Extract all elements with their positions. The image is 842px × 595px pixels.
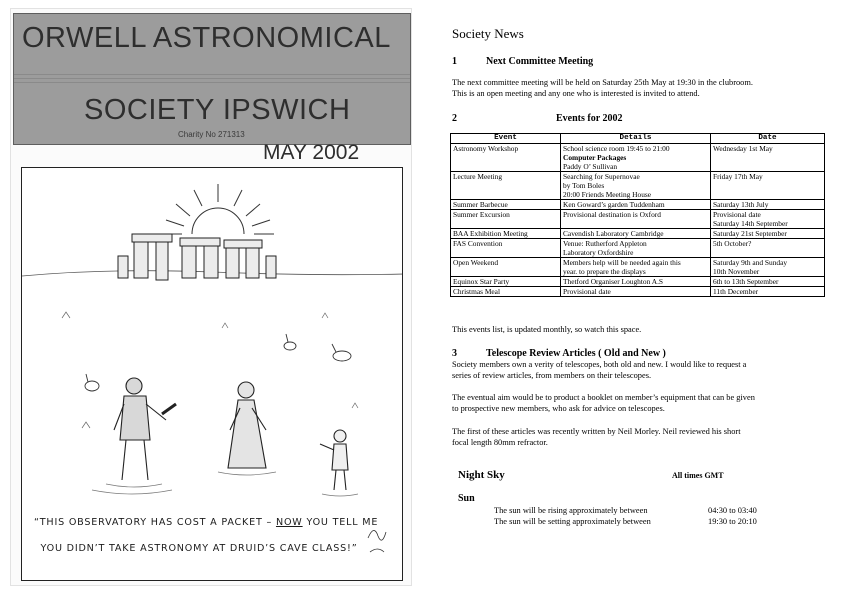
column-header-details: Details: [561, 134, 711, 144]
rabbit-icon: [85, 334, 351, 391]
caveman-figure: [114, 378, 176, 480]
table-row: Astronomy Workshop School science room 19:45 to 21:00 Computer Packages Paddy O’ Sullivan Wednesday 1st May: [451, 144, 825, 172]
news-page: [446, 18, 832, 586]
sun-set-text: The sun will be setting approximately between: [494, 517, 651, 526]
section-1-body: The next committee meeting will be held on Saturday 25th May at 19:30 in the clubroom. This is an open meeting and any one who is interested is invited to attend.: [452, 78, 753, 98]
masthead: [13, 13, 411, 145]
table-row: Summer Barbecue Ken Goward’s garden Tuddenham Saturday 13th July: [451, 200, 825, 210]
sun-icon: [162, 184, 274, 234]
table-row: Summer Excursion Provisional destination is Oxford Provisional date Saturday 14th September: [451, 210, 825, 229]
child-figure: [320, 430, 348, 490]
section-3-paragraph-3: The first of these articles was recently written by Neil Morley. Neil reviewed his short focal length 80mm refractor.: [452, 427, 741, 447]
events-note: This events list, is updated monthly, so watch this space.: [452, 325, 642, 334]
cartoon-illustration: [21, 167, 403, 581]
table-row: Lecture Meeting Searching for Supernovae by Tom Boles 20:00 Friends Meeting House Friday 17th May: [451, 172, 825, 200]
table-row: Open Weekend Members help will be needed again this year. to prepare the displays Saturday 9th and Sunday 10th November: [451, 258, 825, 277]
sun-heading: Sun: [458, 493, 475, 504]
section-2-heading: Events for 2002: [556, 113, 623, 124]
masthead-title-line2: SOCIETY IPSWICH: [84, 94, 351, 126]
section-2-number: 2: [452, 113, 457, 124]
signature-icon: [368, 530, 386, 552]
section-3-heading: Telescope Review Articles ( Old and New ): [486, 348, 666, 359]
table-row: BAA Exhibition Meeting Cavendish Laboratory Cambridge Saturday 21st September: [451, 229, 825, 239]
night-sky-times-note: All times GMT: [672, 471, 724, 480]
masthead-title-line1: ORWELL ASTRONOMICAL: [22, 22, 391, 54]
night-sky-title: Night Sky: [458, 469, 505, 481]
table-row: Equinox Star Party Thetford Organiser Loughton A.S 6th to 13th September: [451, 277, 825, 287]
section-1-heading: Next Committee Meeting: [486, 56, 594, 67]
cartoon-caption-line1: “THIS OBSERVATORY HAS COST A PACKET – NOW YOU TELL ME: [34, 517, 379, 528]
events-table-header: [451, 134, 825, 144]
news-title: Society News: [452, 26, 524, 41]
section-1-number: 1: [452, 56, 457, 67]
cartoon-caption-line2: YOU DIDN’T TAKE ASTRONOMY AT DRUID’S CAVE CLASS!”: [40, 543, 358, 554]
stonehenge-icon: [118, 234, 276, 280]
issue-date: MAY 2002: [263, 141, 360, 164]
charity-number: Charity No 271313: [178, 130, 245, 139]
section-3-paragraph-2: The eventual aim would be to product a booklet on member’s equipment that can be given to prospective new members, who ask for advice on telescopes.: [452, 393, 755, 413]
cover-page: [10, 8, 412, 586]
column-header-date: Date: [711, 134, 825, 144]
section-3-paragraph-1: Society members own a verity of telescopes, both old and new. I would like to request a series of review articles, from members on their telescopes.: [452, 360, 747, 380]
table-row: Christmas Meal Provisional date 11th December: [451, 287, 825, 297]
events-table: [450, 133, 825, 297]
table-row: FAS Convention Venue: Rutherford Appleton Laboratory Oxfordshire 5th October?: [451, 239, 825, 258]
sun-rise-times: 04:30 to 03:40: [708, 506, 757, 515]
druid-figure: [228, 382, 266, 468]
sun-rise-text: The sun will be rising approximately between: [494, 506, 648, 515]
section-3-number: 3: [452, 348, 457, 359]
column-header-event: Event: [451, 134, 561, 144]
sun-set-times: 19:30 to 20:10: [708, 517, 757, 526]
